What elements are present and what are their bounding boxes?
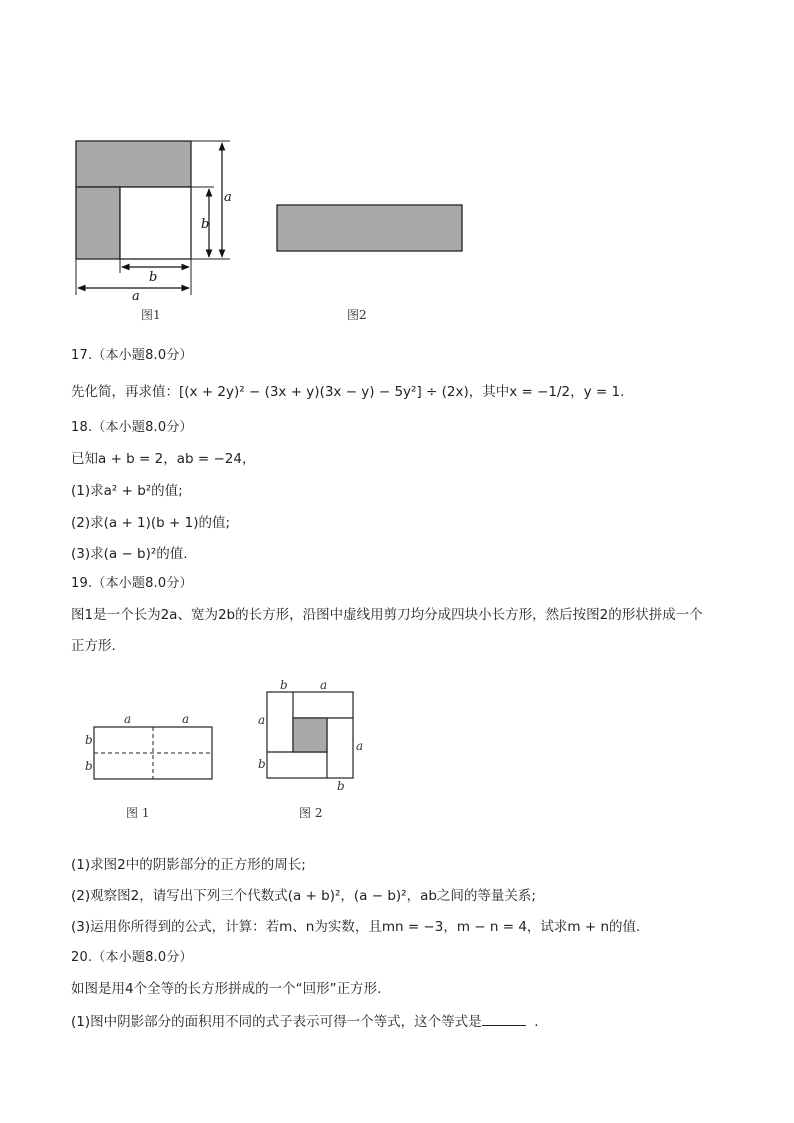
fig2-shaded-rect — [277, 205, 462, 251]
svg-text:b: b — [280, 678, 288, 692]
q20-line1: 如图是用4个全等的长方形拼成的一个“回形”正方形. — [71, 981, 382, 997]
svg-text:a: a — [258, 713, 266, 727]
q19-fig2-shaded-square — [293, 718, 327, 752]
top-figures — [0, 0, 794, 330]
label-a-right: a — [224, 190, 232, 205]
q18-heading: 18.（本小题8.0分） — [71, 420, 193, 435]
svg-text:a: a — [356, 739, 364, 753]
q20-sub1-row — [71, 1010, 539, 1030]
fig1-top-shaded-rect — [76, 141, 191, 187]
fig-top-caption-1: 图1 — [141, 308, 161, 322]
q19-sub2: (2)观察图2，请写出下列三个代数式(a + b)²，(a − b)²，ab之间的等量关系; — [71, 888, 536, 904]
q19-sub1: (1)求图2中的阴影部分的正方形的周长; — [71, 857, 306, 873]
label-b-bottom: b — [149, 270, 158, 285]
label-b-right: b — [201, 217, 210, 232]
q20-sub1-text: (1)图中阴影部分的面积用不同的式子表示可得一个等式，这个等式是 — [71, 1014, 482, 1030]
q19-fig1-caption: 图 1 — [126, 806, 150, 820]
fig-top-caption-2: 图2 — [347, 308, 367, 322]
svg-text:b: b — [85, 733, 93, 747]
q19-heading: 19.（本小题8.0分） — [71, 576, 193, 591]
svg-text:b: b — [337, 779, 345, 793]
svg-text:a: a — [320, 678, 328, 692]
q20-heading: 20.（本小题8.0分） — [71, 950, 193, 965]
answer-blank[interactable] — [482, 1013, 526, 1026]
svg-text:a: a — [124, 712, 132, 726]
q19-line1: 图1是一个长为2a、宽为2b的长方形，沿图中虚线用剪刀均分成四块小长方形，然后按图2的形状拼成一个 — [71, 607, 703, 623]
fig1-white-square — [120, 187, 191, 259]
q17-heading: 17.（本小题8.0分） — [71, 348, 193, 363]
q19-figures — [0, 670, 794, 830]
q19-sub3: (3)运用你所得到的公式，计算：若m、n为实数，且mn = −3，m − n = 4，试求m + n的值. — [71, 919, 641, 935]
q18-line4: (3)求(a − b)²的值. — [71, 546, 188, 562]
q18-line2: (1)求a² + b²的值; — [71, 483, 183, 499]
q19-fig2-caption: 图 2 — [299, 806, 323, 820]
svg-text:a: a — [182, 712, 190, 726]
label-a-bottom: a — [132, 289, 140, 304]
q17-line1: 先化简，再求值：[(x + 2y)² − (3x + y)(3x − y) − 5y²] ÷ (2x)，其中x = −1/2，y = 1. — [71, 384, 625, 400]
q18-line3: (2)求(a + 1)(b + 1)的值; — [71, 515, 231, 531]
fig1-left-shaded-rect — [76, 187, 120, 259]
q20-sub1-end: . — [534, 1014, 539, 1030]
q19-line2: 正方形. — [71, 638, 116, 654]
svg-text:b: b — [85, 759, 93, 773]
q18-line1: 已知a + b = 2，ab = −24， — [71, 451, 256, 467]
svg-text:b: b — [258, 757, 266, 771]
